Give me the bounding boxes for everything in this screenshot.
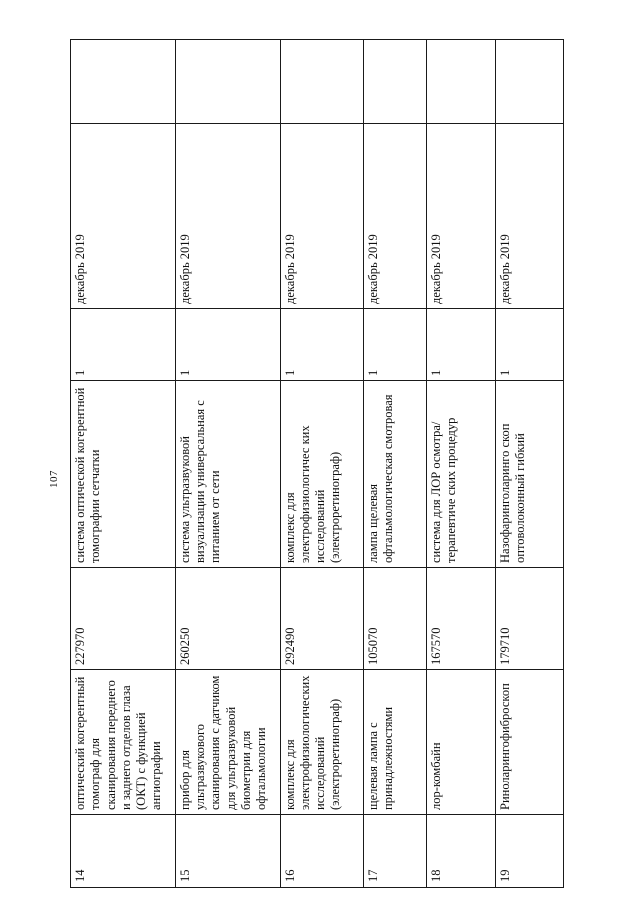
quantity-cell: 1 — [175, 309, 280, 381]
date-cell: декабрь 2019 — [364, 124, 427, 309]
equipment-table — [70, 39, 564, 888]
row-number-cell: 18 — [427, 815, 495, 888]
date-cell: декабрь 2019 — [495, 124, 563, 309]
note-cell — [495, 40, 563, 124]
code-cell: 227970 — [71, 568, 176, 670]
equipment-name-cell: Риноларингофиброскоп — [495, 670, 563, 815]
equipment-type-cell: система для ЛОР осмотра/терапевтиче ских процедур — [427, 381, 495, 568]
quantity-cell: 1 — [495, 309, 563, 381]
equipment-type-cell: лампа щелевая офтальмологическая смотровая — [364, 381, 427, 568]
table-row — [280, 40, 364, 888]
code-cell: 105070 — [364, 568, 427, 670]
equipment-name-cell: оптический когерентный томограф для сканирования переднего и заднего отделов глаза (ОКТ) с функцией ангиографии — [71, 670, 176, 815]
equipment-name-cell: лор-комбайн — [427, 670, 495, 815]
row-number-cell: 16 — [280, 815, 364, 888]
code-cell: 179710 — [495, 568, 563, 670]
date-cell: декабрь 2019 — [71, 124, 176, 309]
equipment-type-cell: система ультразвуковой визуализации универсальная с питанием от сети — [175, 381, 280, 568]
table-row — [427, 40, 495, 888]
rotated-table-container — [70, 40, 564, 888]
row-number-cell: 14 — [71, 815, 176, 888]
table-row — [495, 40, 563, 888]
table-row — [71, 40, 176, 888]
equipment-type-cell: комплекс для электрофизиологичес ких исследований (электроретинограф) — [280, 381, 364, 568]
date-cell: декабрь 2019 — [427, 124, 495, 309]
row-number-cell: 19 — [495, 815, 563, 888]
date-cell: декабрь 2019 — [280, 124, 364, 309]
equipment-type-cell: система оптической когерентной томографии сетчатки — [71, 381, 176, 568]
code-cell: 292490 — [280, 568, 364, 670]
equipment-type-cell: Назофаринголаринго скоп оптоволоконный гибкий — [495, 381, 563, 568]
note-cell — [280, 40, 364, 124]
equipment-name-cell: комплекс для электрофизиологических исследований (электроретинограф) — [280, 670, 364, 815]
row-number-cell: 15 — [175, 815, 280, 888]
quantity-cell: 1 — [364, 309, 427, 381]
equipment-name-cell: прибор для ультразвукового сканирования с датчиком для ультразвуковой биометрии для офтальмологии — [175, 670, 280, 815]
note-cell — [175, 40, 280, 124]
code-cell: 167570 — [427, 568, 495, 670]
equipment-name-cell: щелевая лампа с принадлежностями — [364, 670, 427, 815]
quantity-cell: 1 — [427, 309, 495, 381]
page-number: 107 — [48, 470, 60, 488]
quantity-cell: 1 — [280, 309, 364, 381]
note-cell — [427, 40, 495, 124]
quantity-cell: 1 — [71, 309, 176, 381]
code-cell: 260250 — [175, 568, 280, 670]
table-row — [364, 40, 427, 888]
table-row — [175, 40, 280, 888]
date-cell: декабрь 2019 — [175, 124, 280, 309]
note-cell — [364, 40, 427, 124]
row-number-cell: 17 — [364, 815, 427, 888]
note-cell — [71, 40, 176, 124]
